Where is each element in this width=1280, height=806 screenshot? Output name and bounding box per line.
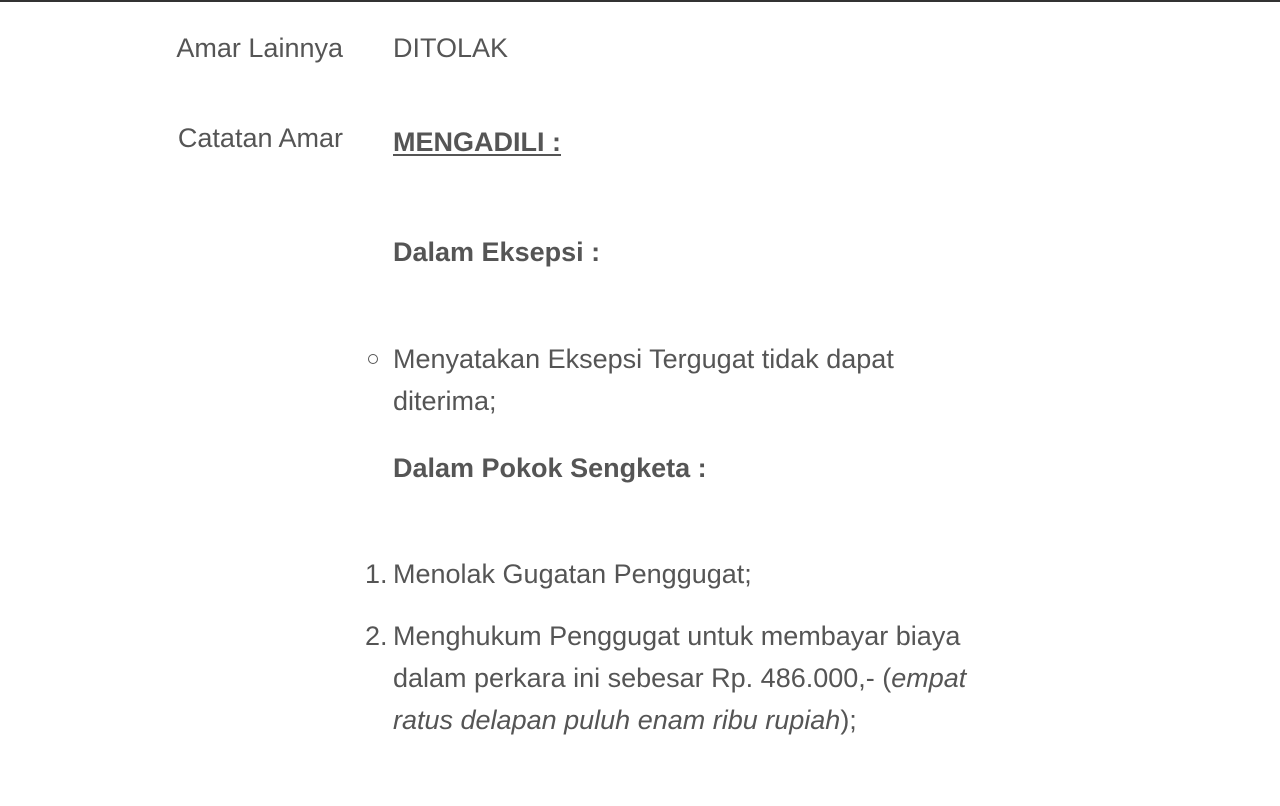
list-item-line2-plain: dalam perkara ini sebesar Rp. 486.000,- ( [393,663,892,693]
list-item-line3 [393,699,857,741]
top-border [0,0,1280,2]
list-item-line2 [393,657,966,699]
list-item-line2-italic: empat [891,663,967,693]
eksepsi-item-line1: Menyatakan Eksepsi Tergugat tidak dapat [393,344,894,374]
list-item-line1: Menghukum Penggugat untuk membayar biaya [393,621,961,651]
bullet-icon [368,354,378,364]
mengadili-heading: MENGADILI : [393,127,561,157]
list-item-line3-italic: ratus delapan puluh enam ribu rupiah [393,705,841,735]
eksepsi-item-line2: diterima; [393,386,497,416]
list-item-number: 2. [365,621,388,651]
amar-lainnya-label: Amar Lainnya [176,33,343,63]
amar-lainnya-value: DITOLAK [393,33,509,63]
pokok-sengketa-heading: Dalam Pokok Sengketa : [393,453,707,483]
catatan-amar-label: Catatan Amar [177,123,343,153]
list-item-text: Menolak Gugatan Penggugat; [393,559,752,589]
eksepsi-heading: Dalam Eksepsi : [393,237,601,267]
list-item-line3-plain: ); [840,705,857,735]
list-item-number: 1. [365,559,388,589]
